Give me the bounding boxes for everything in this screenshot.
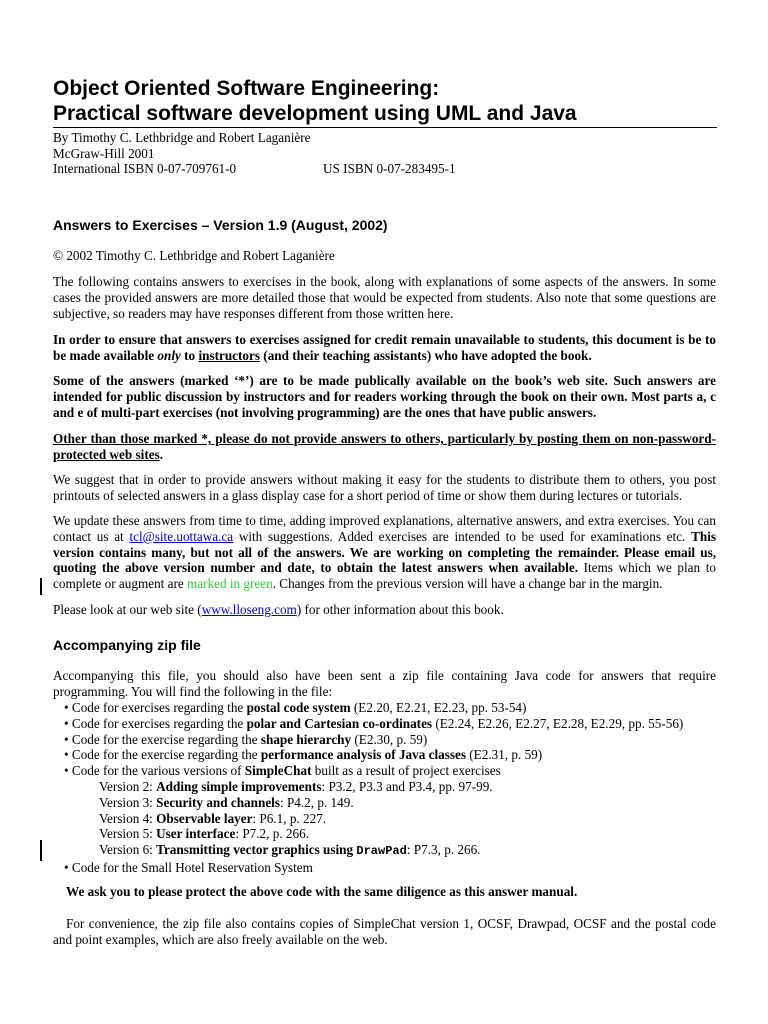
restriction-paragraph [53,332,716,364]
list-item: • Code for the exercise regarding the shape hierarchy (E2.30, p. 59) [64,731,428,747]
update-text-4: . Changes from the previous version will have a change bar in the margin. [272,576,663,592]
no-posting-paragraph [53,431,716,463]
green-marker-text: marked in green [187,576,273,592]
update-text: We update these answers from time to time, adding improved explanations, alternative answers, and extra exercises. You can contact us at [53,513,716,544]
restriction-text-end: (and their teaching assistants) who have adopted the book. [260,347,592,363]
version-item: Version 4: Observable layer: P6.1, p. 227. [99,810,327,826]
website-text-end: ) for other information about this book. [296,602,504,617]
version-item: Version 3: Security and channels: P4.2, p. 149. [99,794,354,810]
to-text: to [180,347,199,363]
list-item: • Code for the exercise regarding the performance analysis of Java classes (E2.31, p. 59) [64,747,543,763]
version-item: Version 6: Transmitting vector graphics using DrawPad: P7.3, p. 266. [99,842,481,859]
update-paragraph [53,513,716,592]
convenience-paragraph: For convenience, the zip file also contains copies of SimpleChat version 1, OCSF, Drawpad, OCSF and the postal code and point examples, which are also freely available on the web. [53,916,716,947]
publisher: McGraw-Hill 2001 [53,145,155,161]
version-notice: This version contains many, but not all of the answers. We are working on completing the remainder. Please email us, quoting the above version number and date, to obtain the latest answers when available. [53,528,716,576]
change-bar [40,578,42,595]
copyright: © 2002 Timothy C. Lethbridge and Robert Laganière [53,248,335,263]
no-posting-text: Other than those marked *, please do not provide answers to others, particularly by posting them on non-password-protected web sites [53,431,716,462]
list-item: • Code for exercises regarding the postal code system (E2.20, E2.21, E2.23, pp. 53-54) [64,700,527,715]
change-bar [40,840,42,861]
list-item: • Code for exercises regarding the polar and Cartesian co-ordinates (E2.24, E2.26, E2.27, E2.28, E2.29, pp. 55-56) [64,715,684,731]
version-item: Version 5: User interface: P7.2, p. 266. [99,826,309,842]
list-item: • Code for the Small Hotel Reservation System [64,859,313,875]
version-item: Version 2: Adding simple improvements: P3.2, P3.3 and P3.4, pp. 97-99. [99,778,493,794]
title-line-1: Object Oriented Software Engineering: [53,77,440,100]
intro-paragraph: The following contains answers to exercises in the book, along with explanations of some aspects of the answers. In some cases the provided answers are more detailed those that would be expected from students. Also note that some questions are subjective, so readers may have responses different from those written here. [53,274,716,321]
email-link[interactable]: tcl@site.uottawa.ca [129,528,234,544]
us-isbn: US ISBN 0-07-283495-1 [323,161,456,177]
website-link[interactable]: www.lloseng.com [201,602,297,617]
zip-intro: Accompanying this file, you should also have been sent a zip file containing Java code for answers that require programming. You will find the following in the file: [53,668,716,699]
public-answers-paragraph: Some of the answers (marked ‘*’) are to be made publically available on the book’s web site. Such answers are intended for public discussion by instructors and for readers working through the book on their own. Most parts a, c and e of multi-part exercises (not involving programming) are the ones that have public answers. [53,373,716,420]
intl-isbn: International ISBN 0-07-709761-0 [53,161,237,177]
restriction-text: In order to ensure that answers to exercises assigned for credit remain unavailable to students, this document is be to be made available [53,332,716,363]
no-posting-end: . [159,446,163,462]
book-meta [53,130,716,177]
protect-notice: We ask you to please protect the above code with the same diligence as this answer manual. [66,884,578,899]
document-page [53,0,717,947]
zip-contents-list [53,700,716,876]
instructors-text: instructors [198,347,260,363]
website-paragraph [53,602,716,618]
update-text-2: with suggestions. Added exercises are intended to be used for examinations etc. [233,528,692,544]
answers-heading: Answers to Exercises – Version 1.9 (August, 2002) [53,217,388,233]
website-text: Please look at our web site ( [53,602,202,617]
zip-heading: Accompanying zip file [53,637,201,653]
document-title [53,0,716,126]
title-rule [53,127,717,128]
only-text: only [157,347,181,363]
list-item: • Code for the various versions of SimpleChat built as a result of project exercises [64,763,501,779]
suggestion-paragraph: We suggest that in order to provide answers without making it easy for the students to distribute them to others, you post printouts of selected answers in a glass display case for a short period of time or show them during lectures or tutorials. [53,472,716,503]
isbn-line [53,161,716,177]
authors: By Timothy C. Lethbridge and Robert Laganière [53,130,311,145]
title-line-2: Practical software development using UML and Java [53,102,577,125]
update-text-3: Items which we plan to complete or augment are [53,560,717,592]
